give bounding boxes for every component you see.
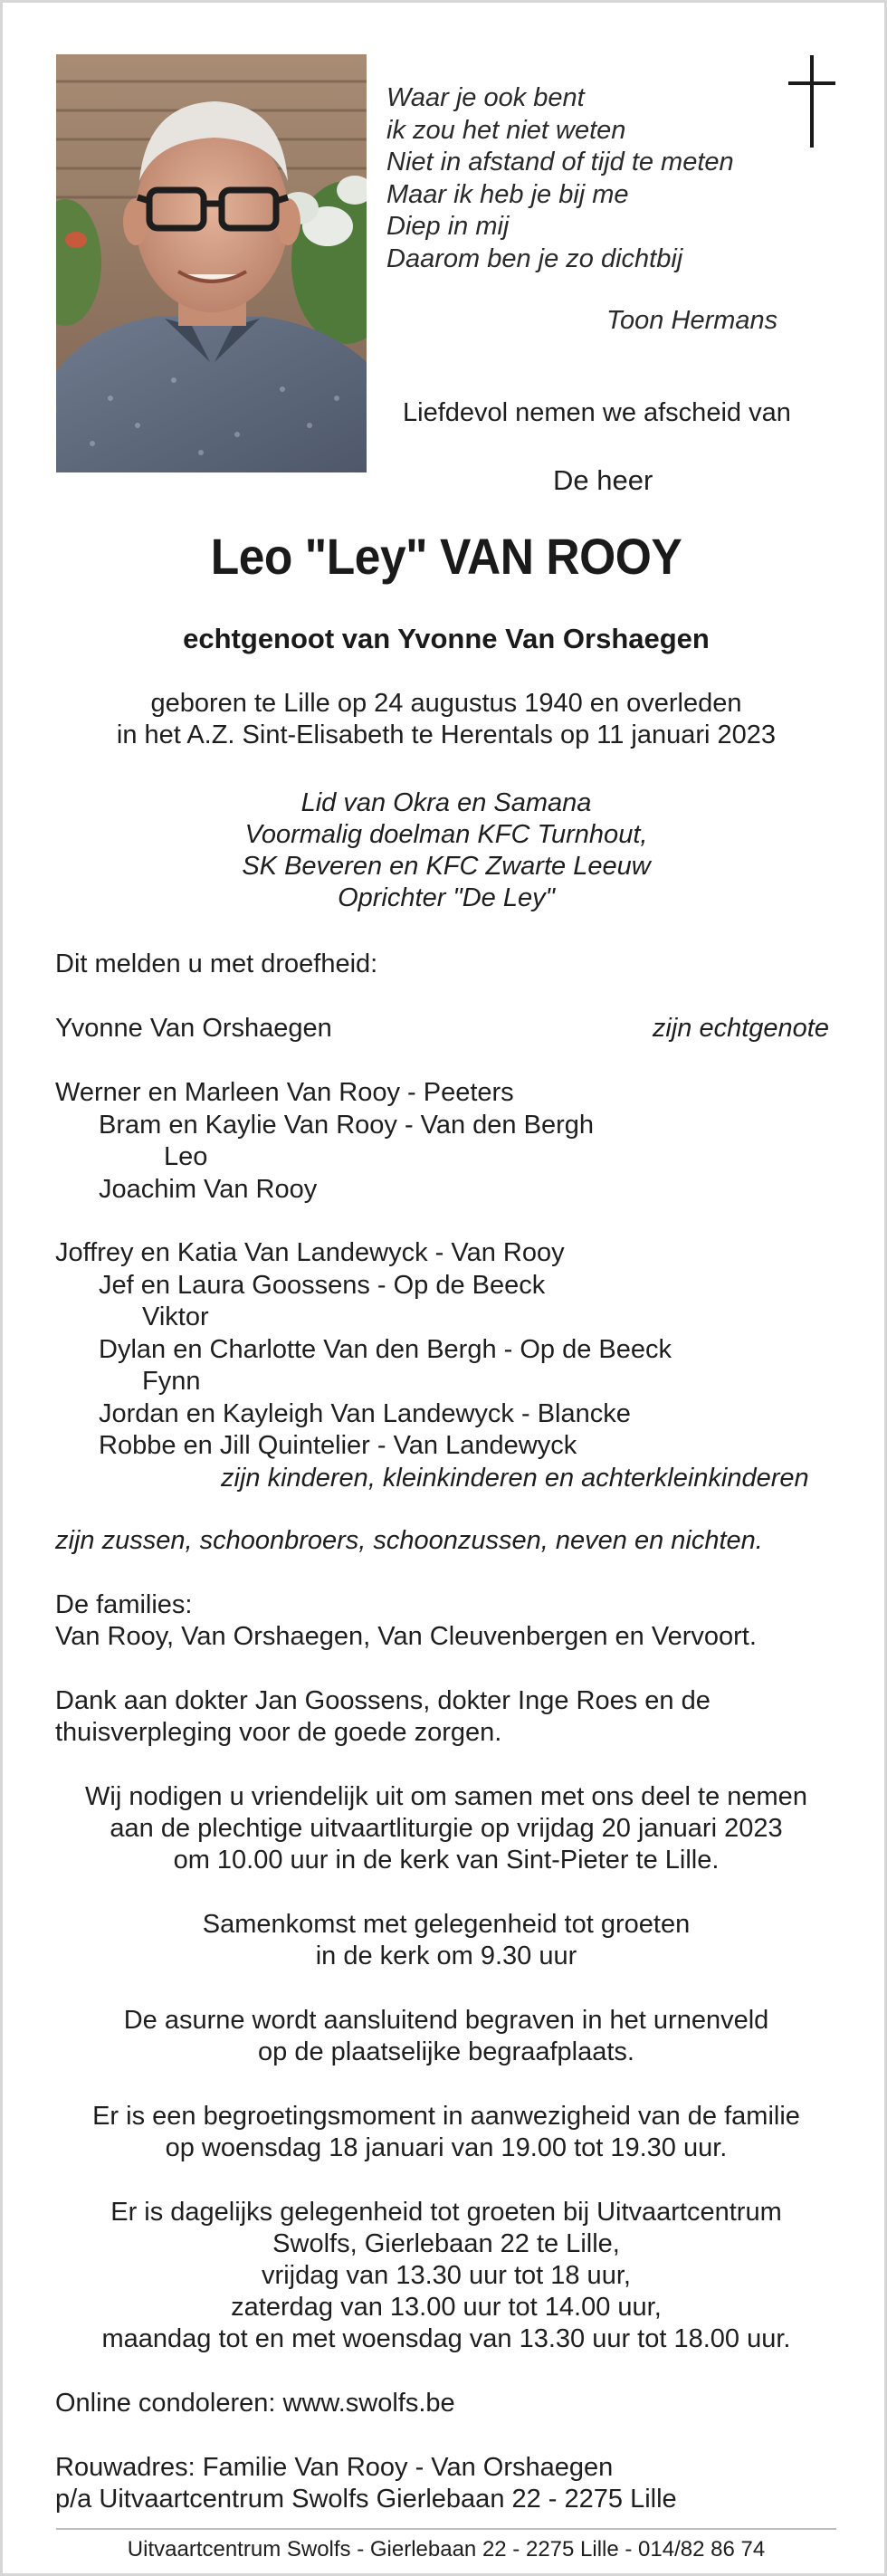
bio-line: SK Beveren en KFC Zwarte Leeuw — [242, 852, 651, 881]
ceremony-line-1: Wij nodigen u vriendelijk uit om samen met ons deel te nemen — [85, 1782, 807, 1811]
family-greatgrandchild: Leo — [164, 1142, 208, 1171]
daily-line-2: Swolfs, Gierlebaan 22 te Lille, — [272, 2229, 620, 2258]
family-grandchild: Robbe en Jill Quintelier - Van Landewyck — [99, 1431, 577, 1460]
announcement: Dit melden u met droefheid: — [55, 949, 378, 978]
online-condolences: Online condoleren: www.swolfs.be — [55, 2389, 455, 2418]
poem-line: Diep in mij — [386, 212, 510, 241]
greeting-line-2: op woensdag 18 januari van 19.00 tot 19.30 uur. — [165, 2133, 728, 2162]
daily-line-5: maandag tot en met woensdag van 13.30 uur tot 18.00 uur. — [101, 2324, 791, 2353]
honorific: De heer — [553, 464, 653, 496]
spouse-relation: zijn echtgenote — [652, 1014, 829, 1043]
family-relation: zijn kinderen, kleinkinderen en achterkleinkinderen — [221, 1463, 809, 1493]
cross-icon — [788, 55, 835, 148]
thanks-line-2: thuisverpleging voor de goede zorgen. — [55, 1718, 502, 1747]
family-group-1 — [55, 1077, 843, 1206]
burial-line-2: op de plaatselijke begraafplaats. — [258, 2037, 634, 2066]
poem-line: Waar je ook bent — [386, 83, 585, 112]
greeting-line-1: Er is een begroetingsmoment in aanwezigheid van de familie — [92, 2102, 800, 2131]
poem-line: Niet in afstand of tijd te meten — [386, 148, 734, 177]
bio-line: Voormalig doelman KFC Turnhout, — [244, 820, 648, 849]
poem-line: Maar ik heb je bij me — [386, 179, 629, 209]
burial-line-1: De asurne wordt aansluitend begraven in het urnenveld — [123, 2006, 769, 2035]
family-grandchild: Joachim Van Rooy — [99, 1174, 318, 1204]
family-grandchild: Jef en Laura Goossens - Op de Beeck — [99, 1270, 546, 1300]
bio-line: Lid van Okra en Samana — [300, 788, 592, 817]
poem-author: Toon Hermans — [606, 306, 778, 335]
poem — [386, 82, 785, 275]
ceremony-line-2: aan de plechtige uitvaartliturgie op vrijdag 20 januari 2023 — [110, 1814, 783, 1843]
bio-line: Oprichter "De Ley" — [338, 883, 555, 912]
gathering-line-2: in de kerk om 9.30 uur — [315, 1942, 577, 1970]
poem-line: Daarom ben je zo dichtbij — [386, 243, 683, 273]
intro-text: Liefdevol nemen we afscheid van — [403, 398, 791, 427]
gathering-line-1: Samenkomst met gelegenheid tot groeten — [202, 1910, 691, 1939]
families-names: Van Rooy, Van Orshaegen, Van Cleuvenbergen en Vervoort. — [55, 1622, 757, 1651]
birth-line-1: geboren te Lille op 24 augustus 1940 en overleden — [150, 689, 742, 718]
daily-line-3: vrijdag van 13.30 uur tot 18 uur, — [262, 2261, 631, 2290]
thanks-line-1: Dank aan dokter Jan Goossens, dokter Inge Roes en de — [55, 1686, 711, 1715]
family-group-2 — [55, 1237, 843, 1494]
daily-line-1: Er is dagelijks gelegenheid tot groeten bij Uitvaartcentrum — [110, 2198, 782, 2227]
daily-line-4: zaterdag van 13.00 uur tot 14.00 uur, — [231, 2293, 662, 2322]
address-line-2: p/a Uitvaartcentrum Swolfs Gierlebaan 22 - 2275 Lille — [55, 2485, 677, 2514]
family-greatgrandchild: Fynn — [142, 1367, 201, 1396]
spouse-name: Yvonne Van Orshaegen — [55, 1014, 332, 1043]
families-label: De families: — [55, 1590, 193, 1619]
footer: Uitvaartcentrum Swolfs - Gierlebaan 22 - 2275 Lille - 014/82 86 74 — [127, 2537, 766, 2562]
family-parents: Werner en Marleen Van Rooy - Peeters — [55, 1078, 514, 1107]
siblings-line: zijn zussen, schoonbroers, schoonzussen, neven en nichten. — [55, 1526, 763, 1555]
portrait-photo — [56, 54, 367, 472]
footer-divider — [56, 2528, 836, 2530]
deceased-name: Leo "Ley" VAN ROOY — [210, 528, 682, 585]
family-grandchild: Bram en Kaylie Van Rooy - Van den Bergh — [99, 1110, 595, 1140]
family-grandchild: Jordan en Kayleigh Van Landewyck - Blancke — [99, 1398, 631, 1428]
address-line-1: Rouwadres: Familie Van Rooy - Van Orshaegen — [55, 2453, 614, 2482]
family-grandchild: Dylan en Charlotte Van den Bergh - Op de Beeck — [99, 1334, 672, 1364]
poem-line: ik zou het niet weten — [386, 115, 626, 145]
spouse-line: echtgenoot van Yvonne Van Orshaegen — [183, 623, 710, 654]
family-greatgrandchild: Viktor — [142, 1302, 209, 1331]
family-parents: Joffrey en Katia Van Landewyck - Van Rooy — [55, 1238, 565, 1267]
birth-line-2: in het A.Z. Sint-Elisabeth te Herentals op 11 januari 2023 — [116, 720, 777, 749]
spouse-row — [55, 1013, 843, 1045]
ceremony-line-3: om 10.00 uur in de kerk van Sint-Pieter te Lille. — [173, 1846, 720, 1875]
